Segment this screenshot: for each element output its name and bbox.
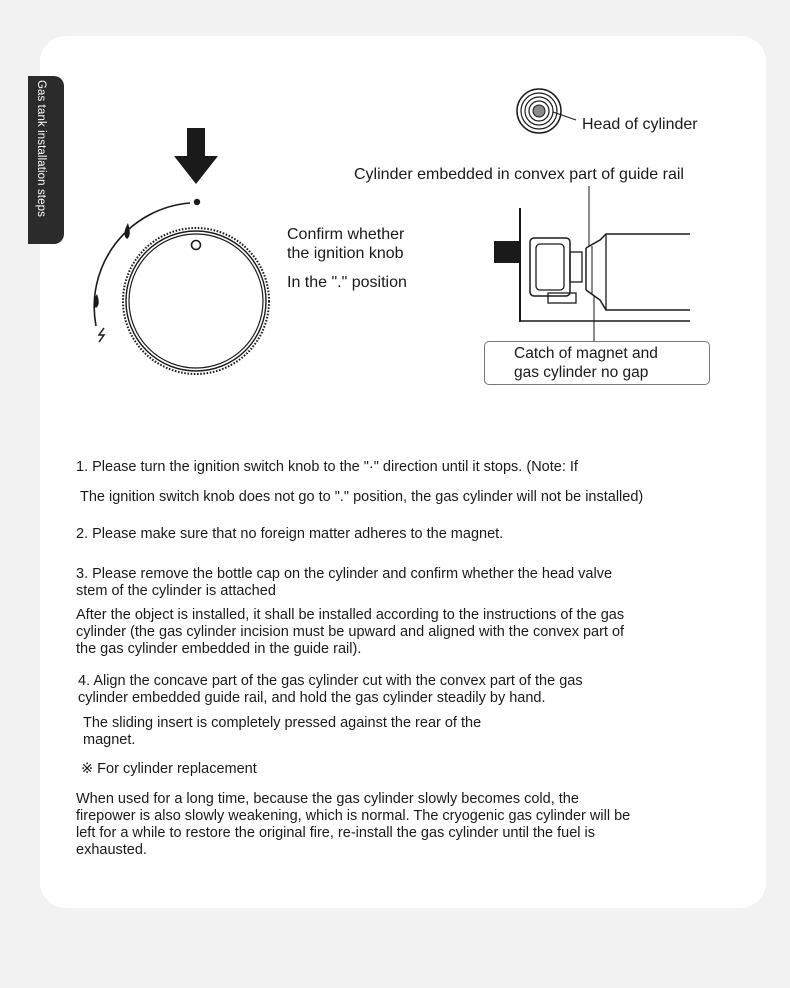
cylinder-head-icon xyxy=(517,89,576,133)
step-1-line2: The ignition switch knob does not go to "." position, the gas cylinder will not be installed) xyxy=(80,489,644,505)
confirm-label-line1: Confirm whether xyxy=(287,226,405,243)
step-4-line3: The sliding insert is completely pressed against the rear of the xyxy=(83,715,482,731)
magnet-bracket xyxy=(530,238,582,303)
confirm-label-line2: the ignition knob xyxy=(287,245,404,262)
step-3-line1: 3. Please remove the bottle cap on the cylinder and confirm whether the head valve xyxy=(76,566,613,582)
replacement-line1: When used for a long time, because the gas cylinder slowly becomes cold, the xyxy=(76,791,579,807)
step-3-line5: the gas cylinder embedded in the guide rail). xyxy=(76,641,362,657)
catch-label-line2: gas cylinder no gap xyxy=(514,364,649,381)
replacement-title: ※ For cylinder replacement xyxy=(81,761,257,777)
step-4-line4: magnet. xyxy=(83,732,136,748)
replacement-line4: exhausted. xyxy=(76,842,147,858)
step-3-line4: cylinder (the gas cylinder incision must be upward and aligned with the convex part of xyxy=(76,624,625,640)
replacement-line3: left for a while to restore the original fire, re-install the gas cylinder until the fuel is xyxy=(76,825,596,841)
step-4-line1: 4. Align the concave part of the gas cylinder cut with the convex part of the gas xyxy=(78,673,583,689)
catch-label-line1: Catch of magnet and xyxy=(514,345,658,362)
step-1-line1: 1. Please turn the ignition switch knob to the "·" direction until it stops. (Note: If xyxy=(76,459,578,475)
head-of-cylinder-label: Head of cylinder xyxy=(582,116,698,133)
cylinder-embedded-label: Cylinder embedded in convex part of guide rail xyxy=(354,166,684,183)
step-3-line2: stem of the cylinder is attached xyxy=(76,583,276,599)
step-4-line2: cylinder embedded guide rail, and hold the gas cylinder steadily by hand. xyxy=(78,690,546,706)
confirm-label-line3: In the "." position xyxy=(287,274,407,291)
step-2: 2. Please make sure that no foreign matter adheres to the magnet. xyxy=(76,526,504,542)
side-tab-label: Gas tank installation steps xyxy=(35,80,47,217)
step-3-line3: After the object is installed, it shall be installed according to the instructions of the gas xyxy=(76,607,625,623)
replacement-line2: firepower is also slowly weakening, which is normal. The cryogenic gas cylinder will be xyxy=(76,808,631,824)
gas-cylinder xyxy=(586,234,690,310)
catch-callout-box xyxy=(484,341,710,385)
